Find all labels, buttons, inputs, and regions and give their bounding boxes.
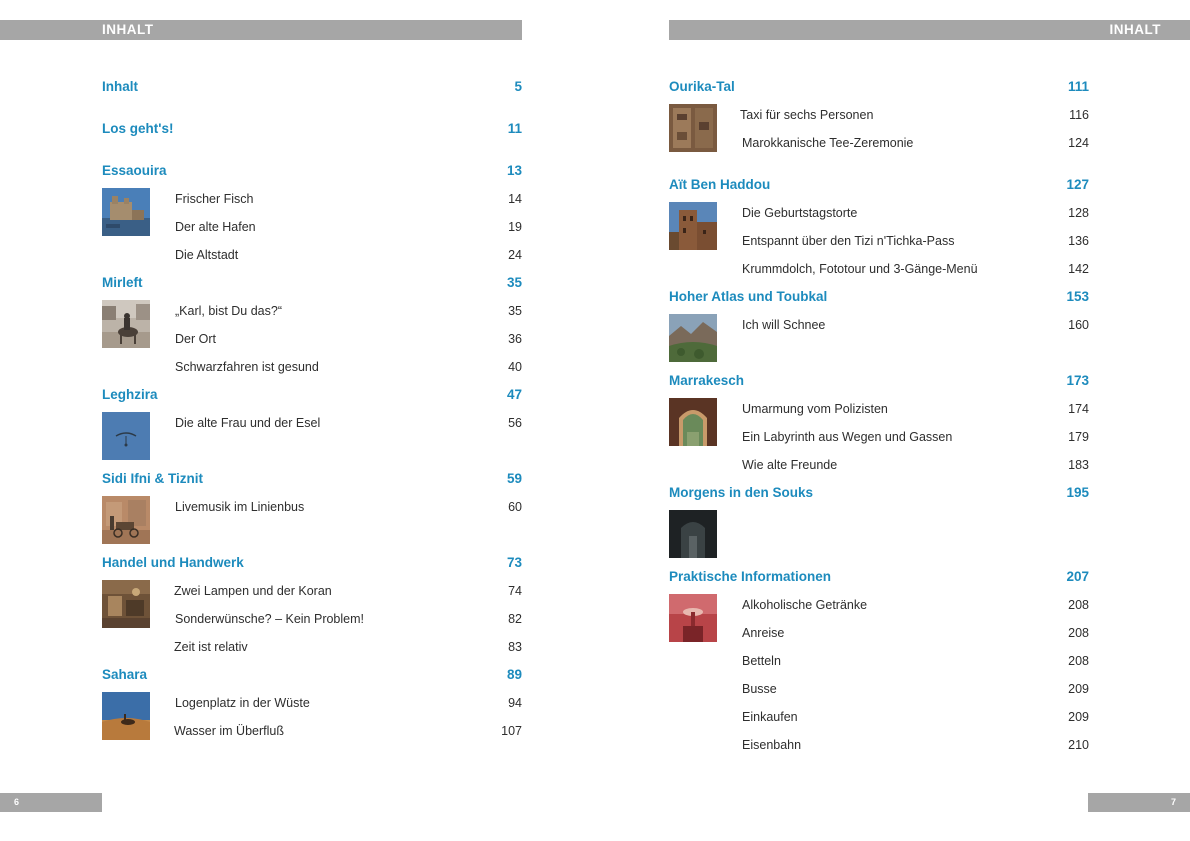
section-page-number: 153 [1066, 289, 1089, 304]
entry-page-number: 19 [508, 220, 522, 234]
entry-title: Einkaufen [742, 710, 798, 724]
section-page-number: 207 [1066, 569, 1089, 584]
entry-title: Livemusik im Linienbus [175, 500, 305, 514]
toc-section[interactable] [102, 386, 522, 406]
entry-title: Alkoholische Getränke [742, 598, 868, 612]
entry-title: Der Ort [175, 332, 216, 346]
page-number-left: 6 [0, 793, 102, 812]
entry-title: „Karl, bist Du das?“ [175, 304, 282, 318]
toc-entry[interactable] [669, 624, 1089, 644]
entry-page-number: 40 [508, 360, 522, 374]
entry-page-number: 208 [1068, 654, 1089, 668]
header-bar-left [0, 20, 522, 40]
entry-page-number: 208 [1068, 626, 1089, 640]
section-title: Mirleft [102, 275, 143, 290]
toc-entry[interactable] [102, 610, 522, 630]
entry-page-number: 160 [1068, 318, 1089, 332]
entry-page-number: 124 [1068, 136, 1089, 150]
entry-title: Logenplatz in der Wüste [175, 696, 310, 710]
toc-entry[interactable] [102, 358, 522, 378]
entry-title: Schwarzfahren ist gesund [175, 360, 319, 374]
entry-page-number: 35 [508, 304, 522, 318]
section-page-number: 35 [506, 275, 522, 290]
toc-entry[interactable] [102, 498, 522, 518]
toc-entry[interactable] [102, 302, 522, 322]
entry-title: Die Altstadt [175, 248, 239, 262]
toc-entry[interactable] [669, 596, 1089, 616]
section-title: Morgens in den Souks [669, 485, 814, 500]
section-title: Ourika-Tal [669, 79, 735, 94]
toc-entry[interactable] [669, 736, 1089, 756]
section-title: Essaouira [102, 163, 167, 178]
section-title: Handel und Handwerk [102, 555, 244, 570]
entry-page-number: 210 [1068, 738, 1089, 752]
entry-page-number: 116 [1069, 108, 1089, 122]
toc-entry[interactable] [669, 428, 1089, 448]
entry-page-number: 36 [508, 332, 522, 346]
toc-entry[interactable] [102, 330, 522, 350]
section-title: Inhalt [102, 79, 138, 94]
header-title-left: INHALT [102, 22, 154, 37]
entry-title: Wie alte Freunde [742, 458, 838, 472]
toc-section[interactable] [669, 78, 1089, 98]
entry-page-number: 60 [508, 500, 522, 514]
entry-page-number: 74 [508, 584, 522, 598]
entry-title: Ein Labyrinth aus Wegen und Gassen [742, 430, 953, 444]
section-page-number: 195 [1066, 485, 1089, 500]
entry-page-number: 209 [1068, 682, 1089, 696]
dark-doorway-photo [669, 510, 717, 558]
section-title: Aït Ben Haddou [669, 177, 771, 192]
toc-entry[interactable] [669, 260, 1089, 280]
section-page-number: 13 [506, 163, 522, 178]
toc-entry[interactable] [669, 204, 1089, 224]
entry-page-number: 56 [508, 416, 522, 430]
toc-entry[interactable] [669, 680, 1089, 700]
header-bar-right [669, 20, 1190, 40]
entry-page-number: 94 [508, 696, 522, 710]
entry-title: Krummdolch, Fototour und 3-Gänge-Menü [742, 262, 978, 276]
toc-section[interactable] [102, 162, 522, 182]
entry-page-number: 128 [1068, 206, 1089, 220]
entry-title: Die alte Frau und der Esel [175, 416, 321, 430]
entry-title: Zeit ist relativ [174, 640, 248, 654]
section-page-number: 127 [1066, 177, 1089, 192]
toc-section[interactable] [102, 274, 522, 294]
entry-title: Anreise [742, 626, 785, 640]
entry-title: Marokkanische Tee-Zeremonie [742, 136, 914, 150]
toc-entry[interactable] [669, 106, 1089, 126]
entry-page-number: 174 [1068, 402, 1089, 416]
entry-page-number: 183 [1068, 458, 1089, 472]
entry-title: Betteln [742, 654, 781, 668]
entry-page-number: 209 [1068, 710, 1089, 724]
toc-entry[interactable] [102, 246, 522, 266]
toc-section[interactable] [669, 372, 1089, 392]
entry-page-number: 136 [1068, 234, 1089, 248]
section-page-number: 173 [1066, 373, 1089, 388]
section-page-number: 59 [506, 471, 522, 486]
toc-entry[interactable] [102, 722, 522, 742]
section-page-number: 89 [506, 667, 522, 682]
page-number-right: 7 [1088, 793, 1190, 812]
toc-section[interactable] [102, 666, 522, 686]
toc-section[interactable] [102, 120, 522, 140]
entry-page-number: 179 [1068, 430, 1089, 444]
toc-section[interactable] [669, 288, 1089, 308]
entry-title: Der alte Hafen [175, 220, 256, 234]
toc-section[interactable] [102, 78, 522, 98]
toc-entry[interactable] [102, 638, 522, 658]
toc-section[interactable] [669, 484, 1089, 504]
section-title: Leghzira [102, 387, 158, 402]
entry-page-number: 208 [1068, 598, 1089, 612]
entry-title: Taxi für sechs Personen [740, 108, 874, 122]
toc-entry[interactable] [669, 316, 1089, 336]
toc-section[interactable] [102, 470, 522, 490]
section-page-number: 11 [507, 121, 522, 136]
entry-page-number: 142 [1068, 262, 1089, 276]
entry-page-number: 82 [508, 612, 522, 626]
entry-title: Ich will Schnee [742, 318, 826, 332]
entry-title: Eisenbahn [742, 738, 802, 752]
section-page-number: 47 [506, 387, 522, 402]
toc-entry[interactable] [102, 694, 522, 714]
toc-section[interactable] [669, 176, 1089, 196]
section-title: Marrakesch [669, 373, 745, 388]
entry-title: Zwei Lampen und der Koran [174, 584, 332, 598]
entry-title: Frischer Fisch [175, 192, 254, 206]
toc-entry[interactable] [669, 400, 1089, 420]
toc-entry[interactable] [669, 232, 1089, 252]
entry-page-number: 107 [501, 724, 522, 738]
entry-title: Die Geburtstagstorte [742, 206, 858, 220]
entry-title: Umarmung vom Polizisten [742, 402, 888, 416]
entry-title: Entspannt über den Tizi n'Tichka-Pass [742, 234, 955, 248]
toc-entry[interactable] [669, 708, 1089, 728]
entry-title: Wasser im Überfluß [174, 724, 284, 738]
toc-section[interactable] [669, 568, 1089, 588]
toc-entry[interactable] [102, 190, 522, 210]
toc-section[interactable] [102, 554, 522, 574]
section-title: Hoher Atlas und Toubkal [669, 289, 828, 304]
section-title: Praktische Informationen [669, 569, 832, 584]
entry-page-number: 83 [508, 640, 522, 654]
toc-entry[interactable] [102, 218, 522, 238]
section-title: Los geht's! [102, 121, 174, 136]
header-title-right: INHALT [1109, 22, 1161, 37]
entry-page-number: 14 [508, 192, 522, 206]
section-title: Sahara [102, 667, 148, 682]
toc-entry[interactable] [669, 652, 1089, 672]
toc-entry[interactable] [102, 414, 522, 434]
section-page-number: 111 [1067, 79, 1089, 94]
entry-page-number: 24 [508, 248, 522, 262]
toc-entry[interactable] [102, 582, 522, 602]
section-page-number: 73 [506, 555, 522, 570]
section-title: Sidi Ifni & Tiznit [102, 471, 203, 486]
entry-title: Sonderwünsche? – Kein Problem! [175, 612, 365, 626]
toc-entry[interactable] [669, 456, 1089, 476]
entry-title: Busse [742, 682, 777, 696]
section-page-number: 5 [514, 79, 522, 94]
toc-entry[interactable] [669, 134, 1089, 154]
